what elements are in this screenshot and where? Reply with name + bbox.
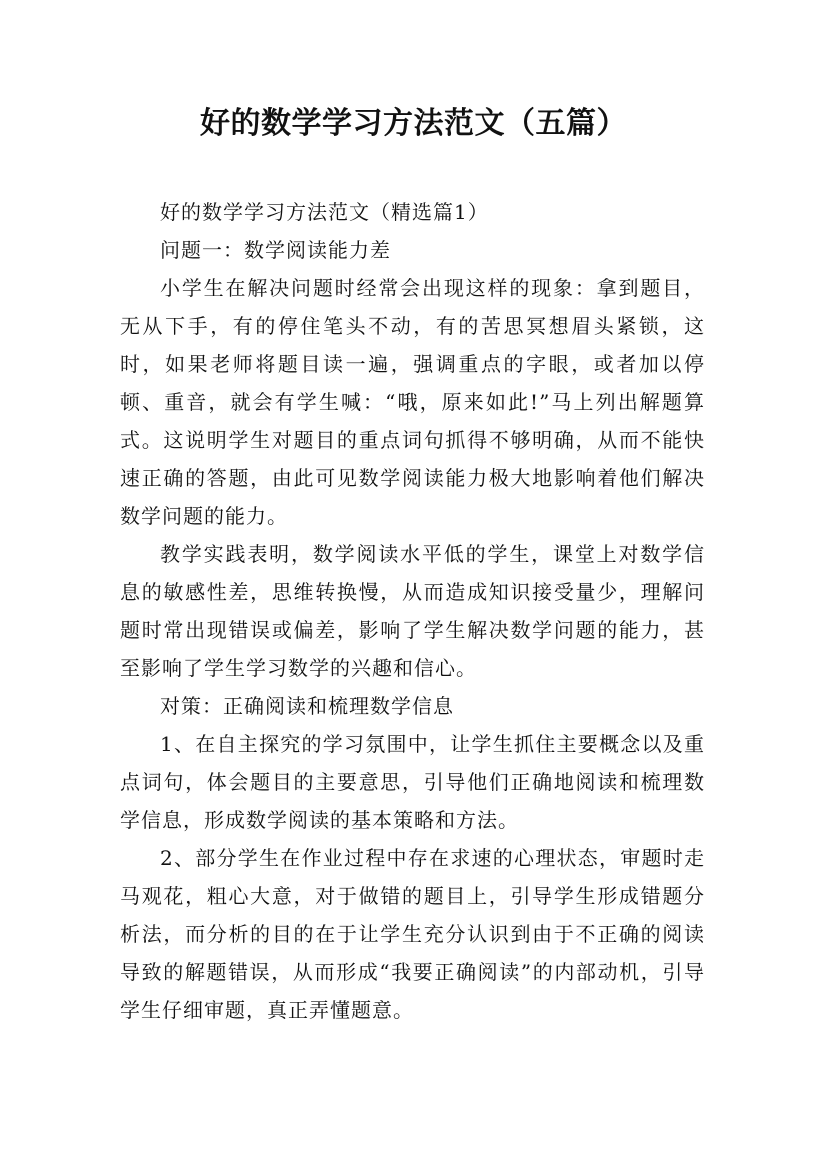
problem-heading: 问题一：数学阅读能力差: [160, 238, 391, 262]
strategy-heading: 对策：正确阅读和梳理数学信息: [160, 694, 454, 718]
paragraph: 小学生在解决问题时经常会出现这样的现象：拿到题目，无从下手，有的停住笔头不动，有的苦思冥想眉头紧锁，这时，如果老师将题目读一遍，强调重点的字眼，或者加以停顿、重音，就会有学生喊：“哦，原来如此!”马上列出解题算式。这说明学生对题目的重点词句抓得不够明确，从而不能快速正确的答题，由此可见数学阅读能力极大地影响着他们解决数学问题的能力。: [120, 276, 705, 528]
paragraph: 教学实践表明，数学阅读水平低的学生，课堂上对数学信息的敏感性差，思维转换慢，从而造成知识接受量少，理解问题时常出现错误或偏差，影响了学生解决数学问题的能力，甚至影响了学生学习数学的兴趣和信心。: [120, 542, 705, 680]
section-heading: 好的数学学习方法范文（精选篇1）: [160, 200, 489, 224]
document-title: 好的数学学习方法范文（五篇）: [200, 106, 627, 141]
document-body: [120, 193, 705, 1029]
paragraph: 2、部分学生在作业过程中存在求速的心理状态，审题时走马观花，粗心大意，对于做错的题目上，引导学生形成错题分析法，而分析的目的在于让学生充分认识到由于不正确的阅读导致的解题错误，从而形成“我要正确阅读”的内部动机，引导学生仔细审题，真正弄懂题意。: [120, 846, 705, 1022]
paragraph: 1、在自主探究的学习氛围中，让学生抓住主要概念以及重点词句，体会题目的主要意思，引导他们正确地阅读和梳理数学信息，形成数学阅读的基本策略和方法。: [120, 732, 705, 832]
